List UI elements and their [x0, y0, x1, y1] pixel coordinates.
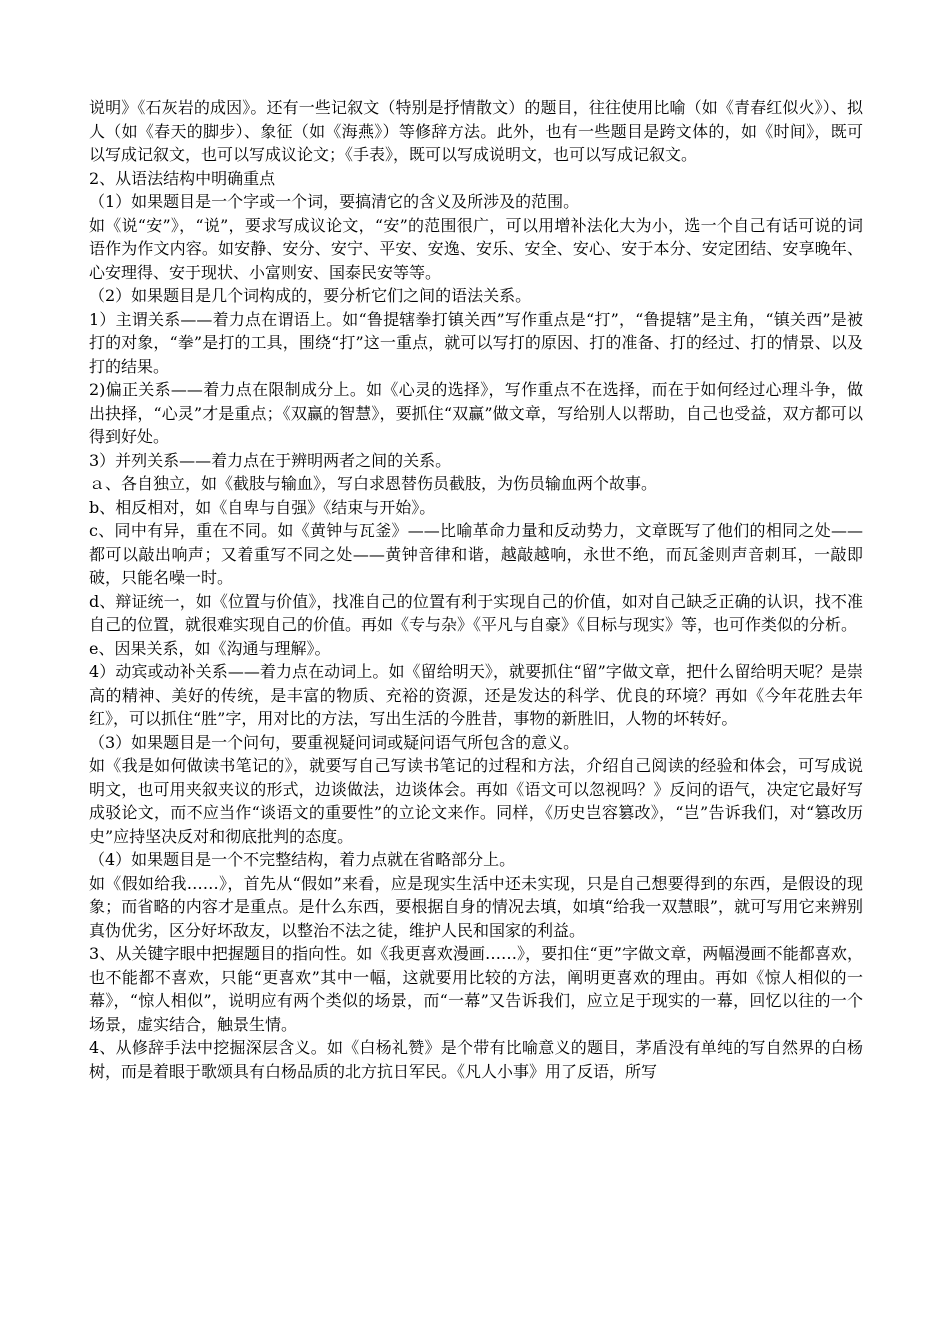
paragraph-12: d、辩证统一，如《位置与价值》，找准自己的位置有利于实现自己的价值，如对自己缺乏正确的认识，找不准自己的位置，就很难实现自己的价值。再如《专与杂》《平凡与自豪》《目标与现实》等，也可作类似的分析。	[89, 591, 863, 634]
paragraph-17: （4）如果题目是一个不完整结构，着力点就在省略部分上。	[89, 850, 516, 869]
paragraph-7: 2)偏正关系——着力点在限制成分上。如《心灵的选择》，写作重点不在选择，而在于如何经过心理斗争，做出抉择，“心灵”才是重点；《双赢的智慧》，要抓住“双赢”做文章，写给别人以帮助，自己也受益，双方都可以得到好处。	[89, 380, 863, 446]
paragraph-15: （3）如果题目是一个问句，要重视疑问词或疑问语气所包含的意义。	[89, 732, 580, 752]
paragraph-19: 3、从关键字眼中把握题目的指向性。如《我更喜欢漫画……》，要扣住“更”字做文章，两幅漫画不能都喜欢，也不能都不喜欢，只能“更喜欢”其中一幅，这就要用比较的方法，阐明更喜欢的理由。再如《惊人相似的一幕》，“惊人相似”，说明应有两个类似的场景，而“一幕”又告诉我们，应立足于现实的一幕，回忆以往的一个场景，虚实结合，触景生情。	[89, 944, 863, 1034]
paragraph-8: 3）并列关系——着力点在于辨明两者之间的关系。	[89, 450, 452, 470]
paragraph-16: 如《我是如何做读书笔记的》，就要写自己写读书笔记的过程和方法，介绍自己阅读的经验和体会，可写成说明文，也可用夹叙夹议的形式，边谈做法，边谈体会。再如《语文可以忽视吗？》反问的语气，决定它最好写成驳论文，而不应当作“谈语文的重要性”的立论文来作。同样，《历史岂容篡改》，“岂”告诉我们，对“篡改历史”应持坚决反对和彻底批判的态度。	[89, 756, 863, 846]
paragraph-13: e、因果关系，如《沟通与理解》。	[89, 638, 331, 658]
heading-2: 2、从语法结构中明确重点	[89, 168, 276, 188]
paragraph-10: b、相反相对，如《自卑与自强》《结束与开始》。	[89, 497, 436, 517]
paragraph-3: （1）如果题目是一个字或一个词，要搞清它的含义及所涉及的范围。	[89, 192, 580, 211]
paragraph-9: ａ、各自独立，如《截肢与输血》，写白求恩替伤员截肢，为伤员输血两个故事。	[89, 474, 658, 493]
paragraph-6: 1）主谓关系——着力点在谓语上。如“鲁提辖拳打镇关西”写作重点是“打”，“鲁提辖”是主角，“镇关西”是被打的对象，“拳”是打的工具，围绕“打”这一重点，就可以写打的原因、打的准备、打的经过、打的情景、以及打的结果。	[89, 309, 863, 376]
document-page	[89, 96, 863, 1083]
paragraph-1: 说明》《石灰岩的成因》。还有一些记叙文（特别是抒情散文）的题目，往往使用比喻（如《青春红似火》）、拟人（如《春天的脚步）、象征（如《海燕》）等修辞方法。此外，也有一些题目是跨文体的，如《时间》，既可以写成记叙文，也可以写成议论文；《手表》，既可以写成说明文，也可以写成记叙文。	[89, 98, 863, 164]
paragraph-20: 4、从修辞手法中挖掘深层含义。如《白杨礼赞》是个带有比喻意义的题目，茅盾没有单纯的写自然界的白杨树，而是着眼于歌颂具有白杨品质的北方抗日军民。《凡人小事》用了反语，所写	[89, 1038, 863, 1081]
paragraph-4: 如《说“安”》，“说”，要求写成议论文，“安”的范围很广，可以用增补法化大为小，选一个自己有话可说的词语作为作文内容。如安静、安分、安宁、平安、安逸、安乐、安全、安心、安于本分、安定团结、安享晚年、心安理得、安于现状、小富则安、国泰民安等等。	[89, 215, 863, 282]
paragraph-11: c、同中有异，重在不同。如《黄钟与瓦釜》——比喻革命力量和反动势力，文章既写了他们的相同之处——都可以敲出响声；又着重写不同之处——黄钟音律和谐，越敲越响，永世不绝，而瓦釜则声音刺耳，一敲即破，只能名噪一时。	[89, 521, 863, 587]
paragraph-18: 如《假如给我……》，首先从“假如”来看，应是现实生活中还未实现，只是自己想要得到的东西，是假设的现象；而省略的内容才是重点。是什么东西，要根据自身的情况去填，如填“给我一双慧眼”，就可写用它来辨别真伪优劣，区分好坏敌友，以整治不法之徒，维护人民和国家的利益。	[89, 873, 863, 940]
paragraph-5: （2）如果题目是几个词构成的，要分析它们之间的语法关系。	[89, 286, 532, 305]
paragraph-14: 4）动宾或动补关系——着力点在动词上。如《留给明天》，就要抓住“留”字做文章，把什么留给明天呢？是崇高的精神、美好的传统，是丰富的物质、充裕的资源，还是发达的科学、优良的环境？再如《今年花胜去年红》，可以抓住“胜”字，用对比的方法，写出生活的今胜昔，事物的新胜旧，人物的坏转好。	[89, 662, 863, 728]
